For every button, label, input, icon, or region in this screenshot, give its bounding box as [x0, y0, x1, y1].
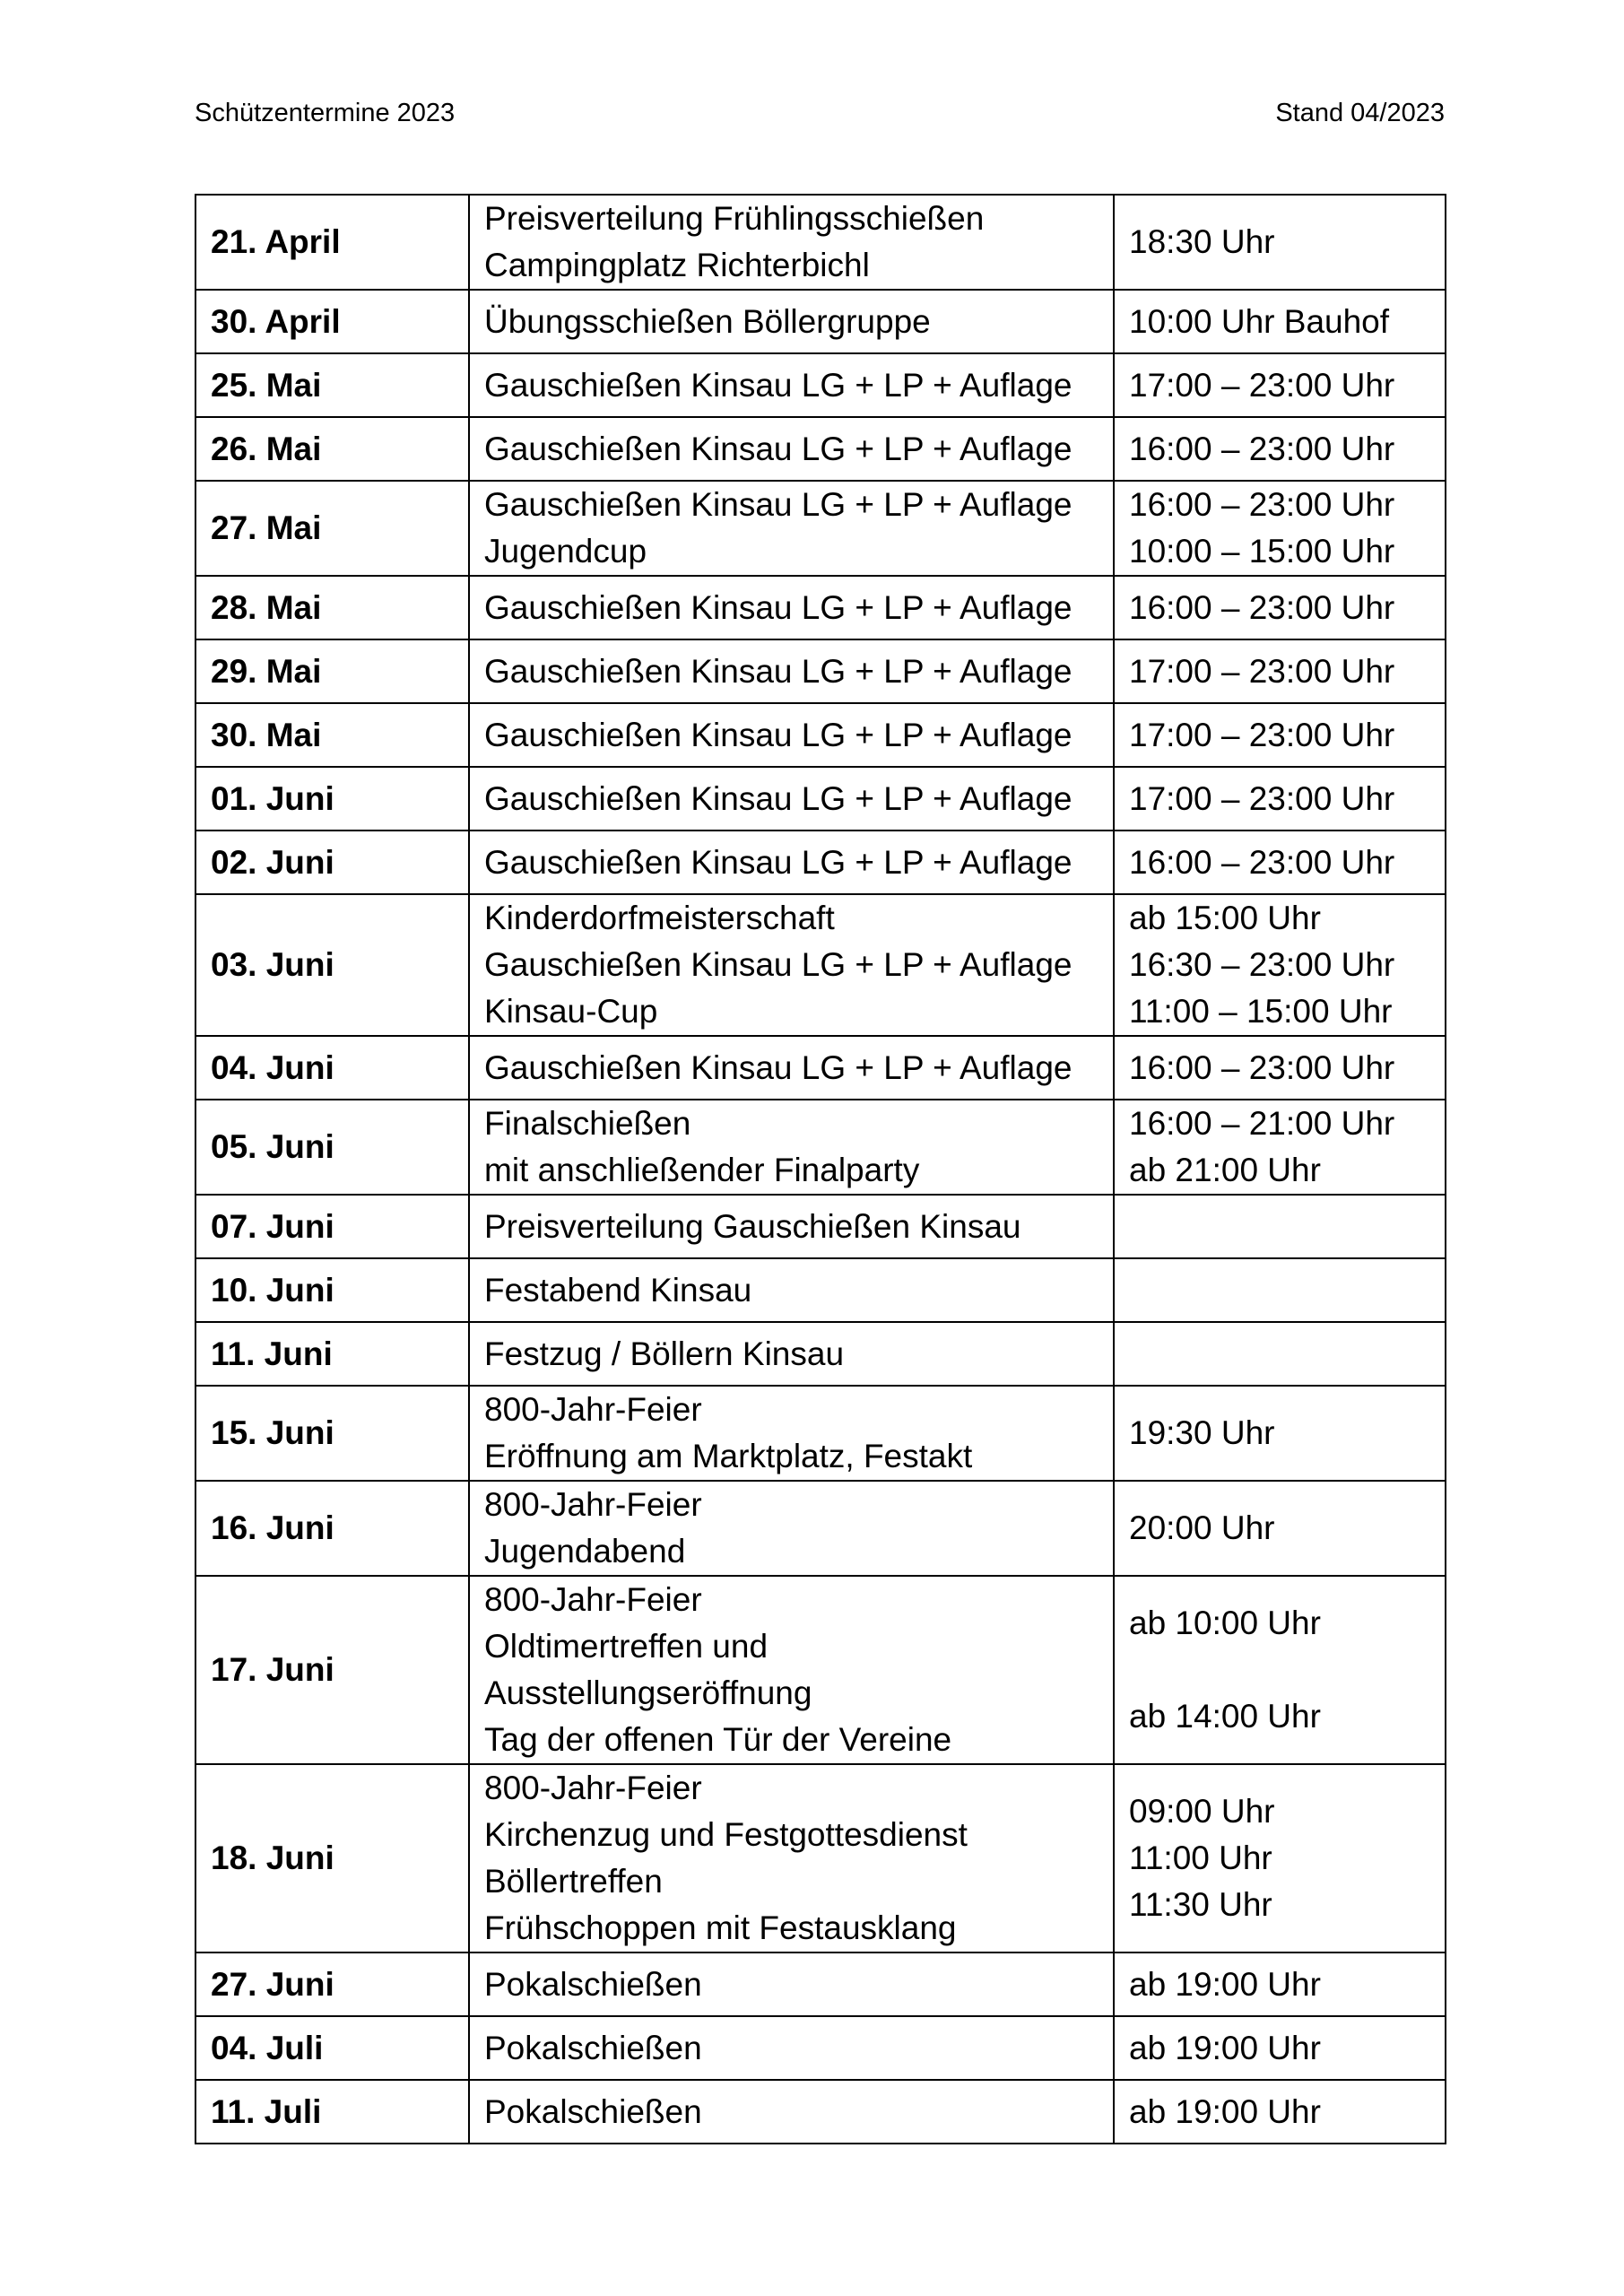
time-line: 09:00 Uhr	[1129, 1793, 1275, 1830]
date-cell: 07. Juni	[195, 1195, 469, 1258]
event-cell	[469, 1195, 1114, 1258]
time-line: 16:00 – 23:00 Uhr	[1129, 843, 1395, 881]
time-cell	[1114, 1322, 1446, 1386]
time-line: 16:30 – 23:00 Uhr	[1129, 946, 1395, 983]
event-line: Jugendcup	[484, 533, 647, 570]
time-cell	[1114, 195, 1446, 290]
time-line: 16:00 – 23:00 Uhr	[1129, 1048, 1395, 1086]
time-cell	[1114, 1952, 1446, 2016]
time-cell	[1114, 1100, 1446, 1195]
event-line: Oldtimertreffen und	[484, 1628, 769, 1665]
event-line: Kinsau-Cup	[484, 993, 658, 1030]
time-line: 18:30 Uhr	[1129, 223, 1275, 260]
date-cell: 17. Juni	[195, 1576, 469, 1764]
event-cell	[469, 639, 1114, 703]
event-line: 800-Jahr-Feier	[484, 1391, 702, 1428]
time-line: ab 15:00 Uhr	[1129, 900, 1321, 936]
time-cell	[1114, 576, 1446, 639]
table-row	[195, 1481, 1446, 1576]
date-cell: 21. April	[195, 195, 469, 290]
table-row	[195, 1952, 1446, 2016]
date-cell: 27. Juni	[195, 1952, 469, 2016]
event-cell	[469, 1100, 1114, 1195]
date-cell: 26. Mai	[195, 417, 469, 481]
event-cell	[469, 576, 1114, 639]
date-cell: 04. Juni	[195, 1036, 469, 1100]
table-row	[195, 576, 1446, 639]
date-cell: 30. Mai	[195, 703, 469, 767]
time-line: 16:00 – 23:00 Uhr	[1129, 486, 1395, 523]
time-line: 11:00 – 15:00 Uhr	[1129, 993, 1393, 1030]
time-line: 20:00 Uhr	[1129, 1509, 1275, 1546]
table-row	[195, 1386, 1446, 1481]
event-cell	[469, 1386, 1114, 1481]
event-line: Gauschießen Kinsau LG + LP + Auflage	[484, 588, 1073, 626]
document-title: Schützentermine 2023	[195, 99, 456, 127]
time-cell	[1114, 1481, 1446, 1576]
table-row	[195, 1322, 1446, 1386]
table-row	[195, 1764, 1446, 1952]
event-cell	[469, 767, 1114, 831]
time-line: 16:00 – 23:00 Uhr	[1129, 430, 1395, 467]
date-cell: 18. Juni	[195, 1764, 469, 1952]
table-row	[195, 1576, 1446, 1764]
event-line: Gauschießen Kinsau LG + LP + Auflage	[484, 430, 1073, 467]
event-line: Ausstellungseröffnung	[484, 1674, 812, 1711]
table-row	[195, 1100, 1446, 1195]
event-line: Gauschießen Kinsau LG + LP + Auflage	[484, 843, 1073, 881]
time-line: 17:00 – 23:00 Uhr	[1129, 652, 1395, 690]
event-cell	[469, 831, 1114, 894]
event-line: Gauschießen Kinsau LG + LP + Auflage	[484, 486, 1073, 523]
event-cell	[469, 1036, 1114, 1100]
time-line: 10:00 Uhr Bauhof	[1129, 302, 1390, 340]
time-cell	[1114, 1576, 1446, 1764]
date-cell: 16. Juni	[195, 1481, 469, 1576]
time-cell	[1114, 290, 1446, 353]
table-row	[195, 1195, 1446, 1258]
table-row	[195, 1036, 1446, 1100]
time-cell	[1114, 767, 1446, 831]
time-line: ab 21:00 Uhr	[1129, 1152, 1321, 1188]
event-cell	[469, 353, 1114, 417]
event-line: Eröffnung am Marktplatz, Festakt	[484, 1438, 973, 1474]
page-header	[195, 99, 1445, 135]
date-cell: 25. Mai	[195, 353, 469, 417]
table-row	[195, 290, 1446, 353]
date-cell: 15. Juni	[195, 1386, 469, 1481]
event-cell	[469, 2080, 1114, 2144]
event-line: Festabend Kinsau	[484, 1271, 752, 1309]
table-row	[195, 639, 1446, 703]
event-cell	[469, 2016, 1114, 2080]
time-cell	[1114, 639, 1446, 703]
event-line: Gauschießen Kinsau LG + LP + Auflage	[484, 1048, 1073, 1086]
event-line: Kirchenzug und Festgottesdienst	[484, 1816, 968, 1853]
event-cell	[469, 1576, 1114, 1764]
event-cell	[469, 417, 1114, 481]
event-line: Gauschießen Kinsau LG + LP + Auflage	[484, 946, 1073, 983]
time-line: 11:00 Uhr	[1129, 1839, 1272, 1876]
event-cell	[469, 195, 1114, 290]
date-cell: 29. Mai	[195, 639, 469, 703]
time-cell	[1114, 2016, 1446, 2080]
schedule-body	[195, 195, 1446, 2144]
date-cell: 27. Mai	[195, 481, 469, 576]
time-line: 10:00 – 15:00 Uhr	[1129, 533, 1395, 570]
time-line: ab 19:00 Uhr	[1129, 2029, 1321, 2066]
time-line: 16:00 – 23:00 Uhr	[1129, 588, 1395, 626]
event-line: Böllertreffen	[484, 1863, 663, 1900]
date-cell: 30. April	[195, 290, 469, 353]
event-line: Frühschoppen mit Festausklang	[484, 1909, 957, 1946]
date-cell: 11. Juli	[195, 2080, 469, 2144]
event-line: Tag der offenen Tür der Vereine	[484, 1721, 952, 1758]
date-cell: 05. Juni	[195, 1100, 469, 1195]
event-cell	[469, 1952, 1114, 2016]
event-line: Campingplatz Richterbichl	[484, 247, 870, 283]
document-status: Stand 04/2023	[1275, 99, 1445, 127]
event-line: Pokalschießen	[484, 2029, 702, 2066]
event-line: 800-Jahr-Feier	[484, 1770, 702, 1806]
event-cell	[469, 703, 1114, 767]
event-line: Jugendabend	[484, 1533, 686, 1570]
table-row	[195, 195, 1446, 290]
time-cell	[1114, 2080, 1446, 2144]
table-row	[195, 481, 1446, 576]
event-line: Gauschießen Kinsau LG + LP + Auflage	[484, 652, 1073, 690]
date-cell: 03. Juni	[195, 894, 469, 1036]
date-cell: 10. Juni	[195, 1258, 469, 1322]
time-line: 17:00 – 23:00 Uhr	[1129, 779, 1395, 817]
time-cell	[1114, 1036, 1446, 1100]
event-line: Gauschießen Kinsau LG + LP + Auflage	[484, 779, 1073, 817]
table-row	[195, 894, 1446, 1036]
event-cell	[469, 1322, 1114, 1386]
table-row	[195, 1258, 1446, 1322]
time-cell	[1114, 481, 1446, 576]
date-cell: 04. Juli	[195, 2016, 469, 2080]
table-row	[195, 2016, 1446, 2080]
event-line: Festzug / Böllern Kinsau	[484, 1335, 845, 1372]
event-line: 800-Jahr-Feier	[484, 1486, 702, 1523]
event-line: Preisverteilung Gauschießen Kinsau	[484, 1207, 1021, 1245]
event-cell	[469, 894, 1114, 1036]
event-cell	[469, 1481, 1114, 1576]
table-row	[195, 767, 1446, 831]
event-line: Gauschießen Kinsau LG + LP + Auflage	[484, 716, 1073, 753]
time-line: 19:30 Uhr	[1129, 1414, 1275, 1451]
event-line: Preisverteilung Frühlingsschießen	[484, 200, 985, 237]
event-line: Pokalschießen	[484, 1965, 702, 2003]
schedule-table	[195, 194, 1446, 2144]
time-cell	[1114, 1764, 1446, 1952]
time-cell	[1114, 1258, 1446, 1322]
time-cell	[1114, 1386, 1446, 1481]
time-line: ab 10:00 Uhr	[1129, 1605, 1321, 1641]
time-line: 16:00 – 21:00 Uhr	[1129, 1105, 1395, 1142]
table-row	[195, 353, 1446, 417]
time-line: ab 14:00 Uhr	[1129, 1698, 1321, 1735]
time-cell	[1114, 703, 1446, 767]
time-cell	[1114, 894, 1446, 1036]
date-cell: 01. Juni	[195, 767, 469, 831]
event-line: mit anschließender Finalparty	[484, 1152, 920, 1188]
time-line: ab 19:00 Uhr	[1129, 2092, 1321, 2130]
table-row	[195, 831, 1446, 894]
table-row	[195, 2080, 1446, 2144]
event-line: Gauschießen Kinsau LG + LP + Auflage	[484, 366, 1073, 404]
time-line	[1129, 1647, 1430, 1693]
time-line: 11:30 Uhr	[1129, 1886, 1272, 1923]
time-cell	[1114, 831, 1446, 894]
event-cell	[469, 481, 1114, 576]
event-line: 800-Jahr-Feier	[484, 1581, 702, 1618]
date-cell: 02. Juni	[195, 831, 469, 894]
time-cell	[1114, 417, 1446, 481]
time-cell	[1114, 353, 1446, 417]
event-cell	[469, 290, 1114, 353]
time-cell	[1114, 1195, 1446, 1258]
event-line: Übungsschießen Böllergruppe	[484, 302, 931, 340]
date-cell: 11. Juni	[195, 1322, 469, 1386]
table-row	[195, 703, 1446, 767]
time-line: 17:00 – 23:00 Uhr	[1129, 366, 1395, 404]
event-cell	[469, 1258, 1114, 1322]
event-line: Pokalschießen	[484, 2092, 702, 2130]
time-line: 17:00 – 23:00 Uhr	[1129, 716, 1395, 753]
event-line: Kinderdorfmeisterschaft	[484, 900, 835, 936]
time-line: ab 19:00 Uhr	[1129, 1965, 1321, 2003]
event-cell	[469, 1764, 1114, 1952]
event-line: Finalschießen	[484, 1105, 691, 1142]
table-row	[195, 417, 1446, 481]
date-cell: 28. Mai	[195, 576, 469, 639]
